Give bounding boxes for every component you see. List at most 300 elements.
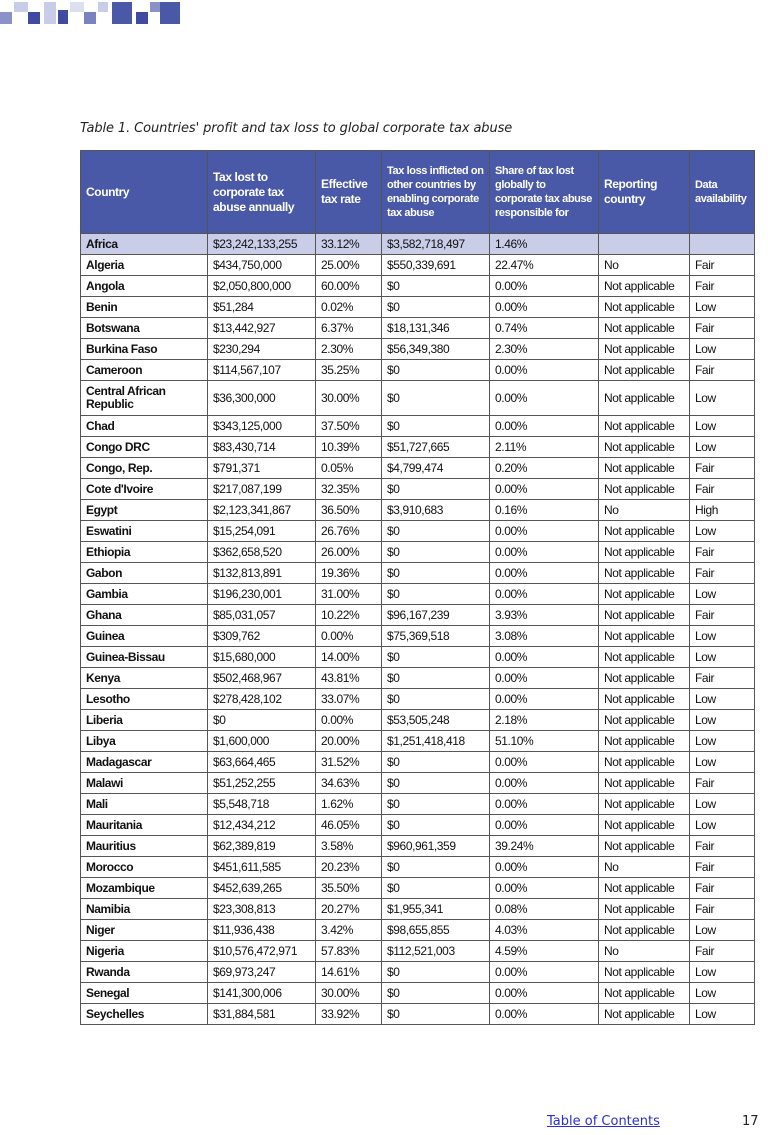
tax-lost-cell: $10,576,472,971 (208, 941, 316, 962)
country-cell: Gambia (81, 584, 208, 605)
availability-cell: Fair (690, 857, 755, 878)
tax-inflicted-cell: $0 (382, 381, 490, 416)
availability-cell: Low (690, 381, 755, 416)
share-cell: 2.11% (490, 437, 599, 458)
availability-cell: Low (690, 689, 755, 710)
tax-inflicted-cell: $18,131,346 (382, 318, 490, 339)
col-header-tax-lost: Tax lost to corporate tax abuse annually (208, 151, 316, 234)
availability-cell: Fair (690, 479, 755, 500)
tax-inflicted-cell: $0 (382, 815, 490, 836)
share-cell: 0.00% (490, 416, 599, 437)
table-row (81, 563, 755, 584)
effective-rate-cell: 30.00% (316, 381, 382, 416)
table-row (81, 836, 755, 857)
share-cell: 51.10% (490, 731, 599, 752)
share-cell: 0.00% (490, 878, 599, 899)
tax-lost-cell: $2,123,341,867 (208, 500, 316, 521)
share-cell: 1.46% (490, 234, 599, 255)
effective-rate-cell: 34.63% (316, 773, 382, 794)
availability-cell: Fair (690, 255, 755, 276)
availability-cell: Fair (690, 563, 755, 584)
table-of-contents-link[interactable]: Table of Contents (547, 1114, 660, 1129)
effective-rate-cell: 30.00% (316, 983, 382, 1004)
share-cell: 22.47% (490, 255, 599, 276)
share-cell: 0.00% (490, 360, 599, 381)
effective-rate-cell: 10.39% (316, 437, 382, 458)
tax-lost-cell: $23,242,133,255 (208, 234, 316, 255)
availability-cell: High (690, 500, 755, 521)
availability-cell: Low (690, 920, 755, 941)
tax-inflicted-cell: $0 (382, 276, 490, 297)
reporting-cell: Not applicable (599, 836, 690, 857)
tax-lost-cell: $5,548,718 (208, 794, 316, 815)
reporting-cell: Not applicable (599, 962, 690, 983)
tax-lost-cell: $31,884,581 (208, 1004, 316, 1025)
country-cell: Guinea-Bissau (81, 647, 208, 668)
availability-cell: Low (690, 1004, 755, 1025)
reporting-cell: Not applicable (599, 360, 690, 381)
country-cell: Cote d'Ivoire (81, 479, 208, 500)
availability-cell: Fair (690, 899, 755, 920)
effective-rate-cell: 19.36% (316, 563, 382, 584)
table-row (81, 962, 755, 983)
effective-rate-cell: 26.00% (316, 542, 382, 563)
table-row (81, 500, 755, 521)
table-row (81, 255, 755, 276)
effective-rate-cell: 10.22% (316, 605, 382, 626)
availability-cell: Fair (690, 878, 755, 899)
tax-lost-cell: $0 (208, 710, 316, 731)
reporting-cell: Not applicable (599, 318, 690, 339)
tax-lost-cell: $13,442,927 (208, 318, 316, 339)
country-cell: Kenya (81, 668, 208, 689)
share-cell: 0.00% (490, 815, 599, 836)
availability-cell: Low (690, 416, 755, 437)
tax-lost-cell: $2,050,800,000 (208, 276, 316, 297)
tax-lost-cell: $791,371 (208, 458, 316, 479)
reporting-cell: Not applicable (599, 647, 690, 668)
share-cell: 0.00% (490, 542, 599, 563)
availability-cell: Low (690, 584, 755, 605)
table-body (81, 234, 755, 1025)
country-cell: Congo, Rep. (81, 458, 208, 479)
reporting-cell: Not applicable (599, 731, 690, 752)
reporting-cell: Not applicable (599, 521, 690, 542)
reporting-cell: Not applicable (599, 479, 690, 500)
country-cell: Mozambique (81, 878, 208, 899)
tax-inflicted-cell: $0 (382, 983, 490, 1004)
availability-cell: Low (690, 339, 755, 360)
reporting-cell: Not applicable (599, 710, 690, 731)
availability-cell (690, 234, 755, 255)
availability-cell: Fair (690, 605, 755, 626)
table-header-row (81, 151, 755, 234)
availability-cell: Low (690, 752, 755, 773)
availability-cell: Low (690, 794, 755, 815)
availability-cell: Fair (690, 941, 755, 962)
availability-cell: Low (690, 815, 755, 836)
table-row (81, 899, 755, 920)
tax-inflicted-cell: $0 (382, 416, 490, 437)
country-cell: Angola (81, 276, 208, 297)
reporting-cell: Not applicable (599, 381, 690, 416)
tax-lost-cell: $141,300,006 (208, 983, 316, 1004)
reporting-cell: Not applicable (599, 584, 690, 605)
tax-lost-cell: $434,750,000 (208, 255, 316, 276)
country-cell: Ghana (81, 605, 208, 626)
effective-rate-cell: 35.25% (316, 360, 382, 381)
reporting-cell (599, 234, 690, 255)
reporting-cell: Not applicable (599, 563, 690, 584)
effective-rate-cell: 46.05% (316, 815, 382, 836)
effective-rate-cell: 20.23% (316, 857, 382, 878)
effective-rate-cell: 35.50% (316, 878, 382, 899)
share-cell: 0.00% (490, 297, 599, 318)
table-row (81, 626, 755, 647)
logo (0, 0, 180, 26)
table-row (81, 920, 755, 941)
country-cell: Cameroon (81, 360, 208, 381)
col-header-effective-rate: Effective tax rate (316, 151, 382, 234)
tax-inflicted-cell: $0 (382, 857, 490, 878)
country-cell: Liberia (81, 710, 208, 731)
reporting-cell: Not applicable (599, 605, 690, 626)
availability-cell: Low (690, 647, 755, 668)
availability-cell: Fair (690, 458, 755, 479)
tax-inflicted-cell: $0 (382, 521, 490, 542)
availability-cell: Low (690, 626, 755, 647)
reporting-cell: Not applicable (599, 752, 690, 773)
reporting-cell: Not applicable (599, 1004, 690, 1025)
table-row (81, 689, 755, 710)
table-row (81, 773, 755, 794)
share-cell: 0.00% (490, 521, 599, 542)
table-row (81, 318, 755, 339)
share-cell: 0.00% (490, 962, 599, 983)
tax-inflicted-cell: $3,582,718,497 (382, 234, 490, 255)
country-cell: Gabon (81, 563, 208, 584)
reporting-cell: Not applicable (599, 773, 690, 794)
effective-rate-cell: 31.00% (316, 584, 382, 605)
country-cell: Burkina Faso (81, 339, 208, 360)
share-cell: 0.00% (490, 647, 599, 668)
effective-rate-cell: 0.00% (316, 710, 382, 731)
effective-rate-cell: 60.00% (316, 276, 382, 297)
tax-inflicted-cell: $0 (382, 563, 490, 584)
tax-inflicted-cell: $3,910,683 (382, 500, 490, 521)
tax-lost-cell: $12,434,212 (208, 815, 316, 836)
share-cell: 2.30% (490, 339, 599, 360)
share-cell: 2.18% (490, 710, 599, 731)
effective-rate-cell: 33.12% (316, 234, 382, 255)
reporting-cell: Not applicable (599, 416, 690, 437)
table-row (81, 416, 755, 437)
effective-rate-cell: 20.00% (316, 731, 382, 752)
table-row (81, 668, 755, 689)
country-cell: Malawi (81, 773, 208, 794)
tax-inflicted-cell: $0 (382, 878, 490, 899)
col-header-reporting: Reporting country (599, 151, 690, 234)
table-row (81, 983, 755, 1004)
tax-lost-cell: $85,031,057 (208, 605, 316, 626)
tax-inflicted-cell: $112,521,003 (382, 941, 490, 962)
effective-rate-cell: 33.07% (316, 689, 382, 710)
availability-cell: Low (690, 983, 755, 1004)
availability-cell: Fair (690, 542, 755, 563)
tax-inflicted-cell: $0 (382, 297, 490, 318)
tax-lost-cell: $83,430,714 (208, 437, 316, 458)
share-cell: 0.00% (490, 857, 599, 878)
tax-inflicted-cell: $0 (382, 752, 490, 773)
effective-rate-cell: 31.52% (316, 752, 382, 773)
effective-rate-cell: 25.00% (316, 255, 382, 276)
tax-inflicted-cell: $960,961,359 (382, 836, 490, 857)
tax-inflicted-cell: $0 (382, 479, 490, 500)
share-cell: 3.93% (490, 605, 599, 626)
availability-cell: Low (690, 710, 755, 731)
tax-lost-cell: $132,813,891 (208, 563, 316, 584)
country-cell: Morocco (81, 857, 208, 878)
table-row (81, 360, 755, 381)
effective-rate-cell: 14.00% (316, 647, 382, 668)
share-cell: 0.00% (490, 563, 599, 584)
tax-inflicted-cell: $1,955,341 (382, 899, 490, 920)
tax-inflicted-cell: $75,369,518 (382, 626, 490, 647)
country-cell: Lesotho (81, 689, 208, 710)
tax-lost-cell: $278,428,102 (208, 689, 316, 710)
effective-rate-cell: 1.62% (316, 794, 382, 815)
tax-inflicted-cell: $96,167,239 (382, 605, 490, 626)
share-cell: 4.03% (490, 920, 599, 941)
country-cell: Chad (81, 416, 208, 437)
country-cell: Namibia (81, 899, 208, 920)
availability-cell: Fair (690, 668, 755, 689)
tax-lost-cell: $62,389,819 (208, 836, 316, 857)
table-row (81, 794, 755, 815)
country-cell: Botswana (81, 318, 208, 339)
tax-lost-cell: $1,600,000 (208, 731, 316, 752)
share-cell: 0.00% (490, 668, 599, 689)
tax-inflicted-cell: $53,505,248 (382, 710, 490, 731)
availability-cell: Fair (690, 318, 755, 339)
availability-cell: Fair (690, 360, 755, 381)
country-cell: Mauritania (81, 815, 208, 836)
tax-lost-cell: $15,254,091 (208, 521, 316, 542)
table-caption: Table 1. Countries' profit and tax loss to global corporate tax abuse (80, 121, 513, 136)
reporting-cell: No (599, 255, 690, 276)
country-cell: Mauritius (81, 836, 208, 857)
table-row (81, 458, 755, 479)
tax-lost-cell: $15,680,000 (208, 647, 316, 668)
effective-rate-cell: 2.30% (316, 339, 382, 360)
page-number: 17 (742, 1114, 759, 1129)
share-cell: 0.00% (490, 584, 599, 605)
country-cell: Algeria (81, 255, 208, 276)
effective-rate-cell: 36.50% (316, 500, 382, 521)
availability-cell: Low (690, 962, 755, 983)
country-cell: Nigeria (81, 941, 208, 962)
tax-inflicted-cell: $0 (382, 1004, 490, 1025)
reporting-cell: No (599, 500, 690, 521)
share-cell: 0.00% (490, 794, 599, 815)
share-cell: 0.00% (490, 381, 599, 416)
share-cell: 0.00% (490, 983, 599, 1004)
effective-rate-cell: 0.02% (316, 297, 382, 318)
reporting-cell: Not applicable (599, 297, 690, 318)
country-cell: Madagascar (81, 752, 208, 773)
effective-rate-cell: 20.27% (316, 899, 382, 920)
col-header-country: Country (81, 151, 208, 234)
tax-inflicted-cell: $550,339,691 (382, 255, 490, 276)
share-cell: 0.00% (490, 479, 599, 500)
table-row (81, 1004, 755, 1025)
tax-inflicted-cell: $1,251,418,418 (382, 731, 490, 752)
table-row (81, 878, 755, 899)
table-row (81, 941, 755, 962)
tax-lost-cell: $452,639,265 (208, 878, 316, 899)
reporting-cell: Not applicable (599, 899, 690, 920)
reporting-cell: Not applicable (599, 542, 690, 563)
region-row (81, 234, 755, 255)
reporting-cell: Not applicable (599, 339, 690, 360)
table-row (81, 815, 755, 836)
share-cell: 39.24% (490, 836, 599, 857)
reporting-cell: Not applicable (599, 689, 690, 710)
tax-lost-cell: $502,468,967 (208, 668, 316, 689)
table-row (81, 752, 755, 773)
tax-lost-cell: $362,658,520 (208, 542, 316, 563)
effective-rate-cell: 0.00% (316, 626, 382, 647)
country-cell: Senegal (81, 983, 208, 1004)
availability-cell: Low (690, 521, 755, 542)
share-cell: 0.00% (490, 752, 599, 773)
tax-inflicted-cell: $0 (382, 773, 490, 794)
tax-lost-cell: $69,973,247 (208, 962, 316, 983)
effective-rate-cell: 32.35% (316, 479, 382, 500)
effective-rate-cell: 3.42% (316, 920, 382, 941)
reporting-cell: Not applicable (599, 458, 690, 479)
share-cell: 0.00% (490, 276, 599, 297)
reporting-cell: No (599, 857, 690, 878)
table-row (81, 605, 755, 626)
country-cell: Seychelles (81, 1004, 208, 1025)
share-cell: 0.16% (490, 500, 599, 521)
effective-rate-cell: 26.76% (316, 521, 382, 542)
country-cell: Libya (81, 731, 208, 752)
effective-rate-cell: 37.50% (316, 416, 382, 437)
tax-lost-cell: $51,284 (208, 297, 316, 318)
availability-cell: Fair (690, 276, 755, 297)
country-cell: Africa (81, 234, 208, 255)
effective-rate-cell: 6.37% (316, 318, 382, 339)
tax-inflicted-cell: $0 (382, 584, 490, 605)
tax-lost-cell: $63,664,465 (208, 752, 316, 773)
tax-inflicted-cell: $0 (382, 360, 490, 381)
table-row (81, 647, 755, 668)
tax-lost-cell: $36,300,000 (208, 381, 316, 416)
table-row (81, 381, 755, 416)
country-cell: Central African Republic (81, 381, 208, 416)
col-header-share: Share of tax lost globally to corporate tax abuse responsible for (490, 151, 599, 234)
col-header-tax-loss-inflicted: Tax loss inflicted on other countries by enabling corporate tax abuse (382, 151, 490, 234)
reporting-cell: Not applicable (599, 437, 690, 458)
tax-lost-cell: $51,252,255 (208, 773, 316, 794)
share-cell: 0.74% (490, 318, 599, 339)
tax-lost-cell: $343,125,000 (208, 416, 316, 437)
effective-rate-cell: 33.92% (316, 1004, 382, 1025)
table-row (81, 857, 755, 878)
reporting-cell: No (599, 941, 690, 962)
effective-rate-cell: 0.05% (316, 458, 382, 479)
country-cell: Egypt (81, 500, 208, 521)
tax-lost-cell: $114,567,107 (208, 360, 316, 381)
availability-cell: Low (690, 297, 755, 318)
country-cell: Mali (81, 794, 208, 815)
availability-cell: Fair (690, 836, 755, 857)
country-cell: Guinea (81, 626, 208, 647)
country-cell: Ethiopia (81, 542, 208, 563)
tax-inflicted-cell: $4,799,474 (382, 458, 490, 479)
table-row (81, 276, 755, 297)
availability-cell: Fair (690, 773, 755, 794)
tax-inflicted-cell: $0 (382, 542, 490, 563)
tax-lost-cell: $451,611,585 (208, 857, 316, 878)
table-row (81, 584, 755, 605)
tax-inflicted-cell: $0 (382, 962, 490, 983)
table-row (81, 297, 755, 318)
reporting-cell: Not applicable (599, 276, 690, 297)
tax-lost-cell: $23,308,813 (208, 899, 316, 920)
reporting-cell: Not applicable (599, 668, 690, 689)
table-row (81, 479, 755, 500)
share-cell: 0.00% (490, 1004, 599, 1025)
effective-rate-cell: 57.83% (316, 941, 382, 962)
share-cell: 4.59% (490, 941, 599, 962)
availability-cell: Low (690, 731, 755, 752)
tax-inflicted-cell: $0 (382, 647, 490, 668)
share-cell: 0.08% (490, 899, 599, 920)
share-cell: 0.00% (490, 773, 599, 794)
availability-cell: Low (690, 437, 755, 458)
table-row (81, 437, 755, 458)
table-row (81, 710, 755, 731)
reporting-cell: Not applicable (599, 626, 690, 647)
table-row (81, 542, 755, 563)
share-cell: 0.20% (490, 458, 599, 479)
tax-inflicted-cell: $0 (382, 668, 490, 689)
tax-inflicted-cell: $0 (382, 689, 490, 710)
country-cell: Rwanda (81, 962, 208, 983)
country-cell: Congo DRC (81, 437, 208, 458)
tax-lost-cell: $196,230,001 (208, 584, 316, 605)
share-cell: 0.00% (490, 689, 599, 710)
tax-lost-cell: $217,087,199 (208, 479, 316, 500)
effective-rate-cell: 3.58% (316, 836, 382, 857)
tax-lost-cell: $230,294 (208, 339, 316, 360)
effective-rate-cell: 43.81% (316, 668, 382, 689)
tax-inflicted-cell: $51,727,665 (382, 437, 490, 458)
table-row (81, 731, 755, 752)
tax-loss-table (80, 150, 755, 1025)
country-cell: Eswatini (81, 521, 208, 542)
reporting-cell: Not applicable (599, 983, 690, 1004)
tax-inflicted-cell: $98,655,855 (382, 920, 490, 941)
tax-lost-cell: $11,936,438 (208, 920, 316, 941)
reporting-cell: Not applicable (599, 920, 690, 941)
country-cell: Niger (81, 920, 208, 941)
table-row (81, 339, 755, 360)
tax-lost-cell: $309,762 (208, 626, 316, 647)
